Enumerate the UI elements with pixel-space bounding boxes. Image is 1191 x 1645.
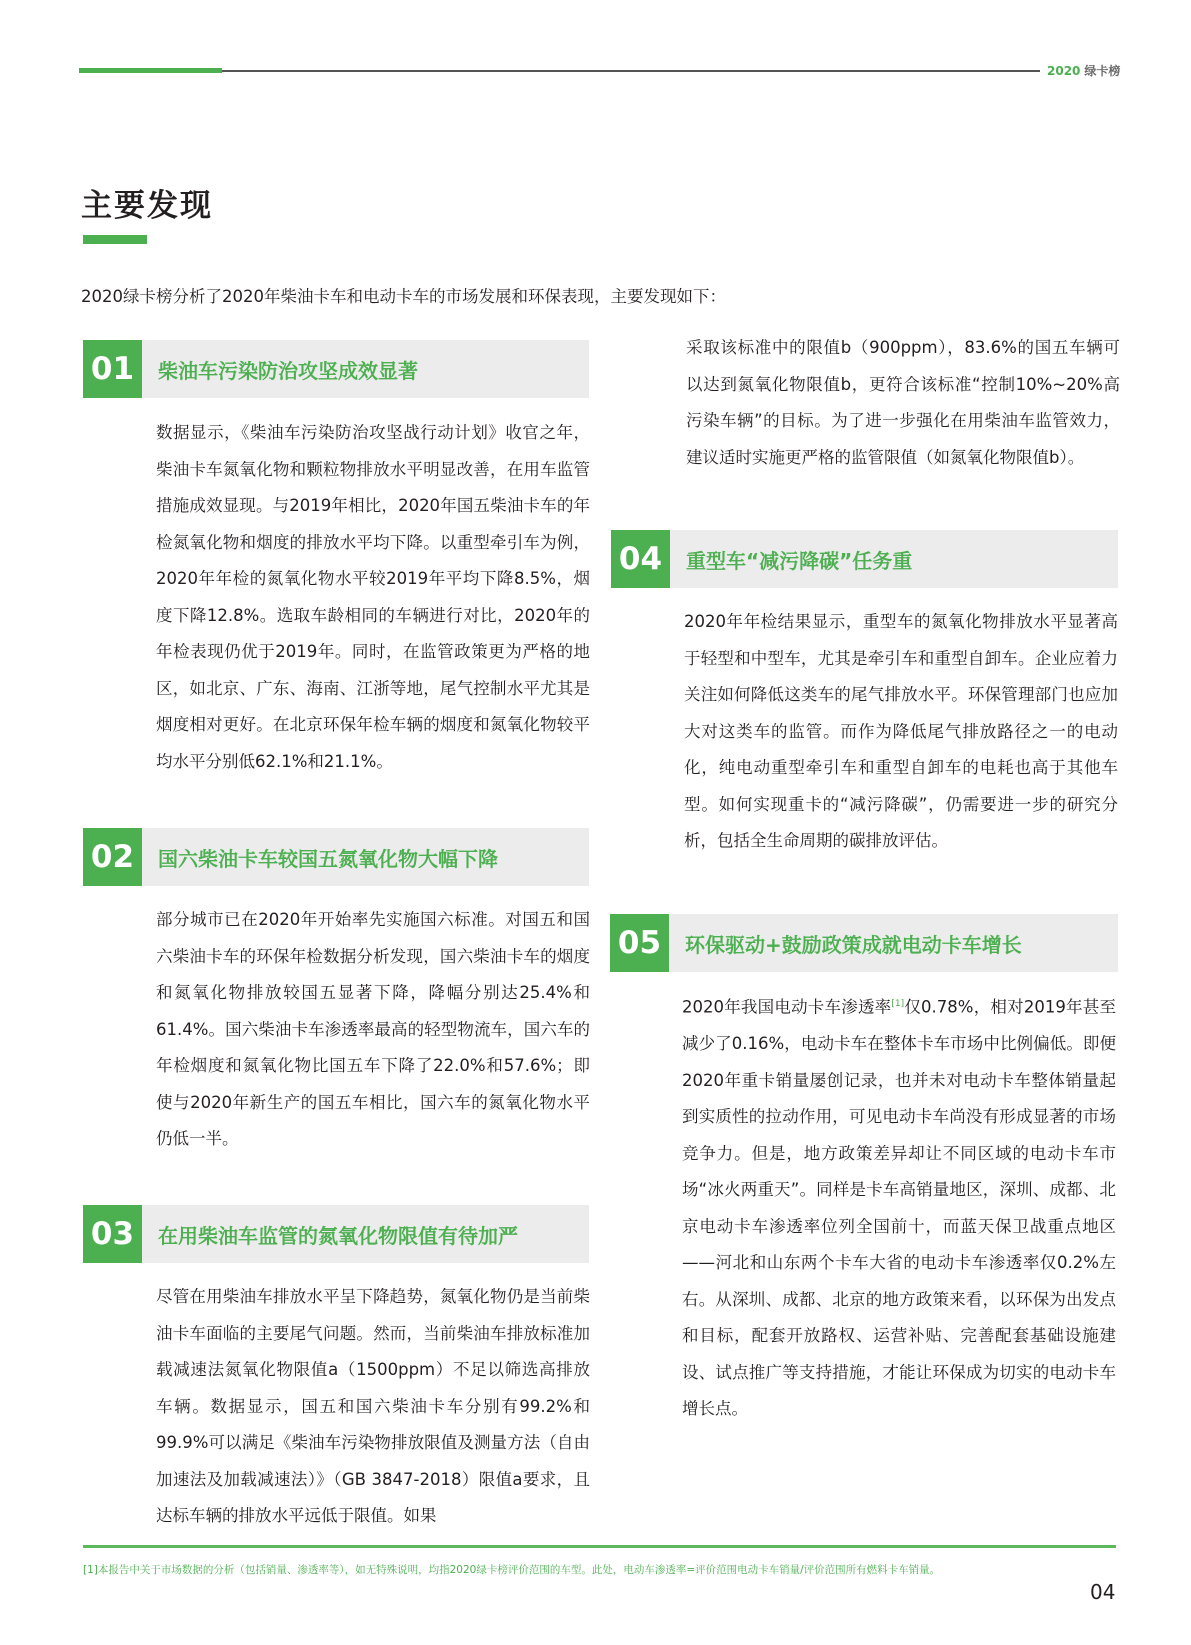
page-number: 04 bbox=[1090, 1580, 1116, 1604]
section-title: 重型车“减污降碳”任务重 bbox=[686, 548, 913, 573]
section-04-body: 2020年年检结果显示，重型车的氮氧化物排放水平显著高于轻型和中型车，尤其是牵引车和重型自卸车。企业应着力关注如何降低这类车的尾气排放水平。环保管理部门也应加大对这类车的监管。而作为降低尾气排放路径之一的电动化，纯电动重型牵引车和重型自卸车的电耗也高于其他车型。如何实现重卡的“减污降碳”，仍需要进一步的研究分析，包括全生命周期的碳排放评估。 bbox=[684, 612, 1118, 850]
header-rule bbox=[222, 70, 1040, 72]
header-year: 2020 bbox=[1047, 64, 1081, 78]
footnote-ref[interactable]: [1] bbox=[891, 999, 905, 1009]
section-05-header bbox=[610, 914, 1118, 972]
page-title: 主要发现 bbox=[81, 188, 213, 224]
footnote: [1]本报告中关于市场数据的分析（包括销量、渗透率等），如无特殊说明，均指2020绿卡榜评价范围的车型。此处，电动车渗透率=评价范围电动卡车销量/评价范围所有燃料卡车销量。 bbox=[83, 1564, 941, 1576]
section-02-body: 部分城市已在2020年开始率先实施国六标准。对国五和国六柴油卡车的环保年检数据分析发现，国六柴油卡车的烟度和氮氧化物排放较国五显著下降，降幅分别达25.4%和61.4%。国六柴油卡车渗透率最高的轻型物流车，国六车的年检烟度和氮氧化物比国五车下降了22.0%和57.6%；即使与2020年新生产的国五车相比，国六车的氮氧化物水平仍低一半。 bbox=[156, 910, 590, 1148]
section-05-body: 2020年我国电动卡车渗透率[1]仅0.78%，相对2019年甚至减少了0.16%，电动卡车在整体卡车市场中比例偏低。即便2020年重卡销量屡创记录，也并未对电动卡车整体销量起到实质性的拉动作用，可见电动卡车尚没有形成显著的市场竞争力。但是，地方政策差异却让不同区域的电动卡车市场“冰火两重天”。同样是卡车高销量地区，深圳、成都、北京电动卡车渗透率位列全国前十，而蓝天保卫战重点地区——河北和山东两个卡车大省的电动卡车渗透率仅0.2%左右。从深圳、成都、北京的地方政策来看，以环保为出发点和目标，配套开放路权、运营补贴、完善配套基础设施建设、试点推广等支持措施，才能让环保成为切实的电动卡车增长点。 bbox=[682, 997, 1116, 1418]
title-underline bbox=[83, 235, 147, 244]
section-number: 02 bbox=[83, 828, 142, 886]
section-title: 柴油车污染防治攻坚成效显著 bbox=[158, 358, 418, 383]
section-03-body-continued: 采取该标准中的限值b（900ppm），83.6%的国五车辆可以达到氮氧化物限值b，更符合该标准“控制10%~20%高污染车辆”的目标。为了进一步强化在用柴油车监管效力，建议适时实施更严格的监管限值（如氮氧化物限值b）。 bbox=[686, 338, 1120, 467]
section-01-header bbox=[83, 340, 589, 398]
section-number: 04 bbox=[611, 530, 670, 588]
header-accent-bar bbox=[79, 68, 222, 73]
section-03-header bbox=[83, 1205, 589, 1263]
section-title: 国六柴油卡车较国五氮氧化物大幅下降 bbox=[158, 846, 498, 871]
section-03-body: 尽管在用柴油车排放水平呈下降趋势，氮氧化物仍是当前柴油卡车面临的主要尾气问题。然而，当前柴油车排放标准加载减速法氮氧化物限值a（1500ppm）不足以筛选高排放车辆。数据显示，国五和国六柴油卡车分别有99.2%和99.9%可以满足《柴油车污染物排放限值及测量方法（自由加速法及加载减速法）》（GB 3847-2018）限值a要求，且达标车辆的排放水平远低于限值。如果 bbox=[156, 1287, 590, 1525]
section-02-header bbox=[83, 828, 589, 886]
section-title: 环保驱动+鼓励政策成就电动卡车增长 bbox=[685, 932, 1022, 957]
section-title: 在用柴油车监管的氮氧化物限值有待加严 bbox=[158, 1223, 518, 1248]
footer-rule bbox=[83, 1545, 1116, 1548]
section-number: 05 bbox=[610, 914, 669, 972]
section-number: 01 bbox=[83, 340, 142, 398]
section-01-body: 数据显示，《柴油车污染防治攻坚战行动计划》收官之年，柴油卡车氮氧化物和颗粒物排放水平明显改善，在用车监管措施成效显现。与2019年相比，2020年国五柴油卡车的年检氮氧化物和烟度的排放水平均下降。以重型牵引车为例，2020年年检的氮氧化物水平较2019年平均下降8.5%，烟度下降12.8%。选取车龄相同的车辆进行对比，2020年的年检表现仍优于2019年。同时，在监管政策更为严格的地区，如北京、广东、海南、江浙等地，尾气控制水平尤其是烟度相对更好。在北京环保年检车辆的烟度和氮氧化物较平均水平分别低62.1%和21.1%。 bbox=[156, 423, 590, 771]
section-04-header bbox=[611, 530, 1118, 588]
header-label bbox=[1047, 62, 1120, 79]
header-brand: 绿卡榜 bbox=[1084, 64, 1121, 78]
section-number: 03 bbox=[83, 1205, 142, 1263]
intro-text: 2020绿卡榜分析了2020年柴油卡车和电动卡车的市场发展和环保表现，主要发现如下： bbox=[81, 287, 726, 306]
